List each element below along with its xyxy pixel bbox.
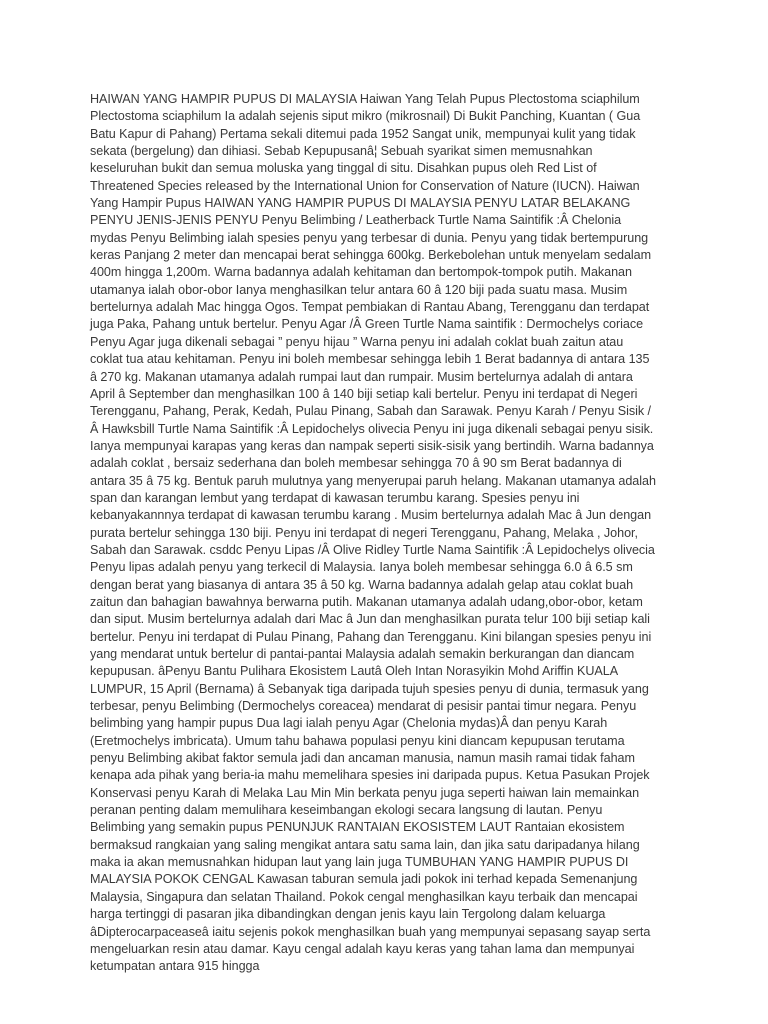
document-body-text: HAIWAN YANG HAMPIR PUPUS DI MALAYSIA Haiwan Yang Telah Pupus Plectostoma sciaphilum Plectostoma sciaphilum Ia adalah sejenis siput mikro (mikrosnail) Di Bukit Panching, Kuantan ( Gua Batu Kapur di Pahang) Pertama sekali ditemui pada 1952 Sangat unik, mempunyai kulit yang tidak sekata (bergelung) dan dihiasi. Sebab Kepupusanâ¦ Sebuah syarikat simen memusnahkan keseluruhan bukit dan semua moluska yang tinggal di situ. Disahkan pupus oleh Red List of Threatened Species released by the International Union for Conservation of Nature (IUCN). Haiwan Yang Hampir Pupus HAIWAN YANG HAMPIR PUPUS DI MALAYSIA PENYU LATAR BELAKANG PENYU JENIS-JENIS PENYU Penyu Belimbing / Leatherback Turtle Nama Saintifik :Â Chelonia mydas Penyu Belimbing ialah spesies penyu yang terbesar di dunia. Penyu yang tidak bertempurung keras Panjang 2 meter dan mencapai berat sehingga 600kg. Berkebolehan untuk menyelam sedalam 400m hingga 1,200m. Warna badannya adalah kehitaman dan bertompok-tompok putih. Makanan utamanya ialah obor-obor Ianya menghasilkan telur antara 60 â 120 biji pada suatu masa. Musim bertelurnya adalah Mac hingga Ogos. Tempat pembiakan di Rantau Abang, Terengganu dan terdapat juga Paka, Pahang untuk bertelur. Penyu Agar /Â Green Turtle Nama saintifik : Dermochelys coriace Penyu Agar juga dikenali sebagai ” penyu hijau ” Warna penyu ini adalah coklat buah zaitun atau coklat tua atau kehitaman. Penyu ini boleh membesar sehingga lebih 1 Berat badannya di antara 135 â 270 kg. Makanan utamanya adalah rumpai laut dan rumpair. Musim bertelurnya adalah di antara April â September dan menghasilkan 100 â 140 biji setiap kali bertelur. Penyu ini terdapat di Negeri Terengganu, Pahang, Perak, Kedah, Pulau Pinang, Sabah dan Sarawak. Penyu Karah / Penyu Sisik /Â Hawksbill Turtle Nama Saintifik :Â Lepidochelys olivecia Penyu ini juga dikenali sebagai penyu sisik. Ianya mempunyai karapas yang keras dan nampak seperti sisik-sisik yang bertindih. Warna badannya adalah coklat , bersaiz sederhana dan boleh membesar sehingga 70 â 90 sm Berat badannya di antara 35 â 75 kg. Bentuk paruh mulutnya yang menyerupai paruh helang. Makanan utamanya adalah span dan karangan lembut yang terdapat di kawasan terumbu karang. Spesies penyu ini kebanyakannnya terdapat di kawasan terumbu karang . Musim bertelurnya adalah Mac â Jun dengan purata bertelur sehingga 130 biji. Penyu ini terdapat di negeri Terengganu, Pahang, Melaka , Johor, Sabah dan Sarawak. csddc Penyu Lipas /Â Olive Ridley Turtle Nama Saintifik :Â Lepidochelys olivecia Penyu lipas adalah penyu yang terkecil di Malaysia. Ianya boleh membesar sehingga 6.0 â 6.5 sm dengan berat yang biasanya di antara 35 â 50 kg. Warna badannya adalah gelap atau coklat buah zaitun dan bahagian bawahnya berwarna putih. Makanan utamanya adalah udang,obor-obor, ketam dan siput. Musim bertelurnya adalah dari Mac â Jun dan menghasilkan purata telur 100 biji setiap kali bertelur. Penyu ini terdapat di Pulau Pinang, Pahang dan Terengganu. Kini bilangan spesies penyu ini yang mendarat untuk bertelur di pantai-pantai Malaysia adalah semakin berkurangan dan diancam kepupusan. âPenyu Bantu Pulihara Ekosistem Lautâ Oleh Intan Norasyikin Mohd Ariffin KUALA LUMPUR, 15 April (Bernama) â Sebanyak tiga daripada tujuh spesies penyu di dunia, termasuk yang terbesar, penyu Belimbing (Dermochelys coreacea) mendarat di pesisir pantai timur negara. Penyu belimbing yang hampir pupus Dua lagi ialah penyu Agar (Chelonia mydas)Â dan penyu Karah (Eretmochelys imbricata). Umum tahu bahawa populasi penyu kini diancam kepupusan terutama penyu Belimbing akibat faktor semula jadi dan ancaman manusia, namun masih ramai tidak faham kenapa ada pihak yang beria-ia mahu memelihara spesies ini daripada pupus. Ketua Pasukan Projek Konservasi penyu Karah di Melaka Lau Min Min berkata penyu juga seperti haiwan lain memainkan peranan penting dalam memulihara keseimbangan ekologi secara langsung di lautan. Penyu Belimbing yang semakin pupus PENUNJUK RANTAIAN EKOSISTEM LAUT Rantaian ekosistem bermaksud rangkaian yang saling mengikat antara satu sama lain, dan jika satu daripadanya hilang maka ia akan memusnahkan hidupan laut yang lain juga TUMBUHAN YANG HAMPIR PUPUS DI MALAYSIA POKOK CENGAL Kawasan taburan semula jadi pokok ini terhad kepada Semenanjung Malaysia, Singapura dan selatan Thailand. Pokok cengal menghasilkan kayu terbaik dan mencapai harga tertinggi di pasaran jika dibandingkan dengan jenis kayu lain Tergolong dalam keluarga âDipterocarpaceaseâ iaitu sejenis pokok menghasilkan buah yang mempunyai sepasang sayap serta mengeluarkan resin atau damar. Kayu cengal adalah kayu keras yang tahan lama dan mempunyai ketumpatan antara 915 hingga: [90, 92, 656, 974]
